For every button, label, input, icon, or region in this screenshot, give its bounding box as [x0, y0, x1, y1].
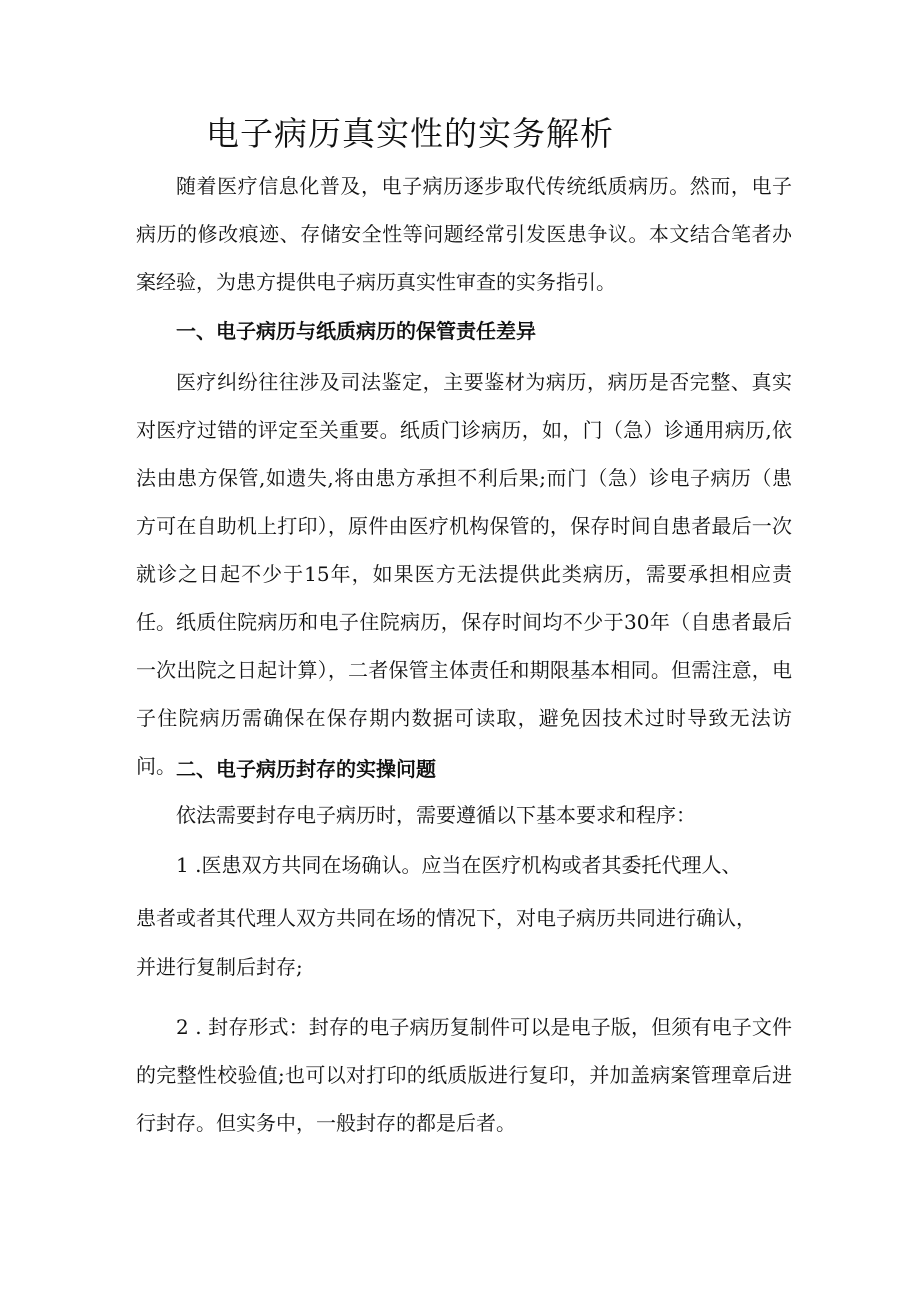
list-item-1-line-3: 并进行复制后封存;	[136, 955, 303, 979]
section-2-heading: 二、电子病历封存的实操问题	[176, 757, 436, 781]
intro-paragraph: 随着医疗信息化普及，电子病历逐步取代传统纸质病历。然而，电子病历的修改痕迹、存储安全性等问题经常引发医患争议。本文结合笔者办案经验，为患方提供电子病历真实性审查的实务指引。	[136, 174, 792, 294]
list-item-2: 2 . 封存形式：封存的电子病历复制件可以是电子版，但须有电子文件的完整性校验值;也可以对打印的纸质版进行复印，并加盖病案管理章后进行封存。但实务中，一般封存的都是后者。	[136, 1015, 792, 1135]
section-1-paragraph-2: 纸质住院病历和电子住院病历，保存时间均不少于30年（自患者最后一次出院之日起计算），二者保管主体责任和期限基本相同。但需注意，电子住院病历需确保在保存期内数据可读取，避免因技术过时导致无法访问。	[136, 610, 792, 778]
section-2-intro: 依法需要封存电子病历时，需要遵循以下基本要求和程序：	[176, 803, 696, 827]
section-1-heading: 一、电子病历与纸质病历的保管责任差异	[176, 319, 536, 343]
document-title: 电子病历真实性的实务解析	[206, 114, 614, 153]
list-item-1-line-2: 患者或者其代理人双方共同在场的情况下，对电子病历共同进行确认，	[136, 906, 756, 930]
list-item-1-line-1: 1 .医患双方共同在场确认。应当在医疗机构或者其委托代理人、	[176, 853, 742, 877]
section-1-paragraph-1: 医疗纠纷往往涉及司法鉴定，主要鉴材为病历，病历是否完整、真实对医疗过错的评定至关重要。纸质门诊病历，如，门（急）诊通用病历,依法由患方保管,如遗失,将由患方承担不利后果;而门（急）诊电子病历（患方可在自助机上打印），原件由医疗机构保管的，保存时间自患者最后一次就诊之日起不少于15年，如果医方无法提供此类病历，需要承担相应责任。	[136, 370, 792, 634]
